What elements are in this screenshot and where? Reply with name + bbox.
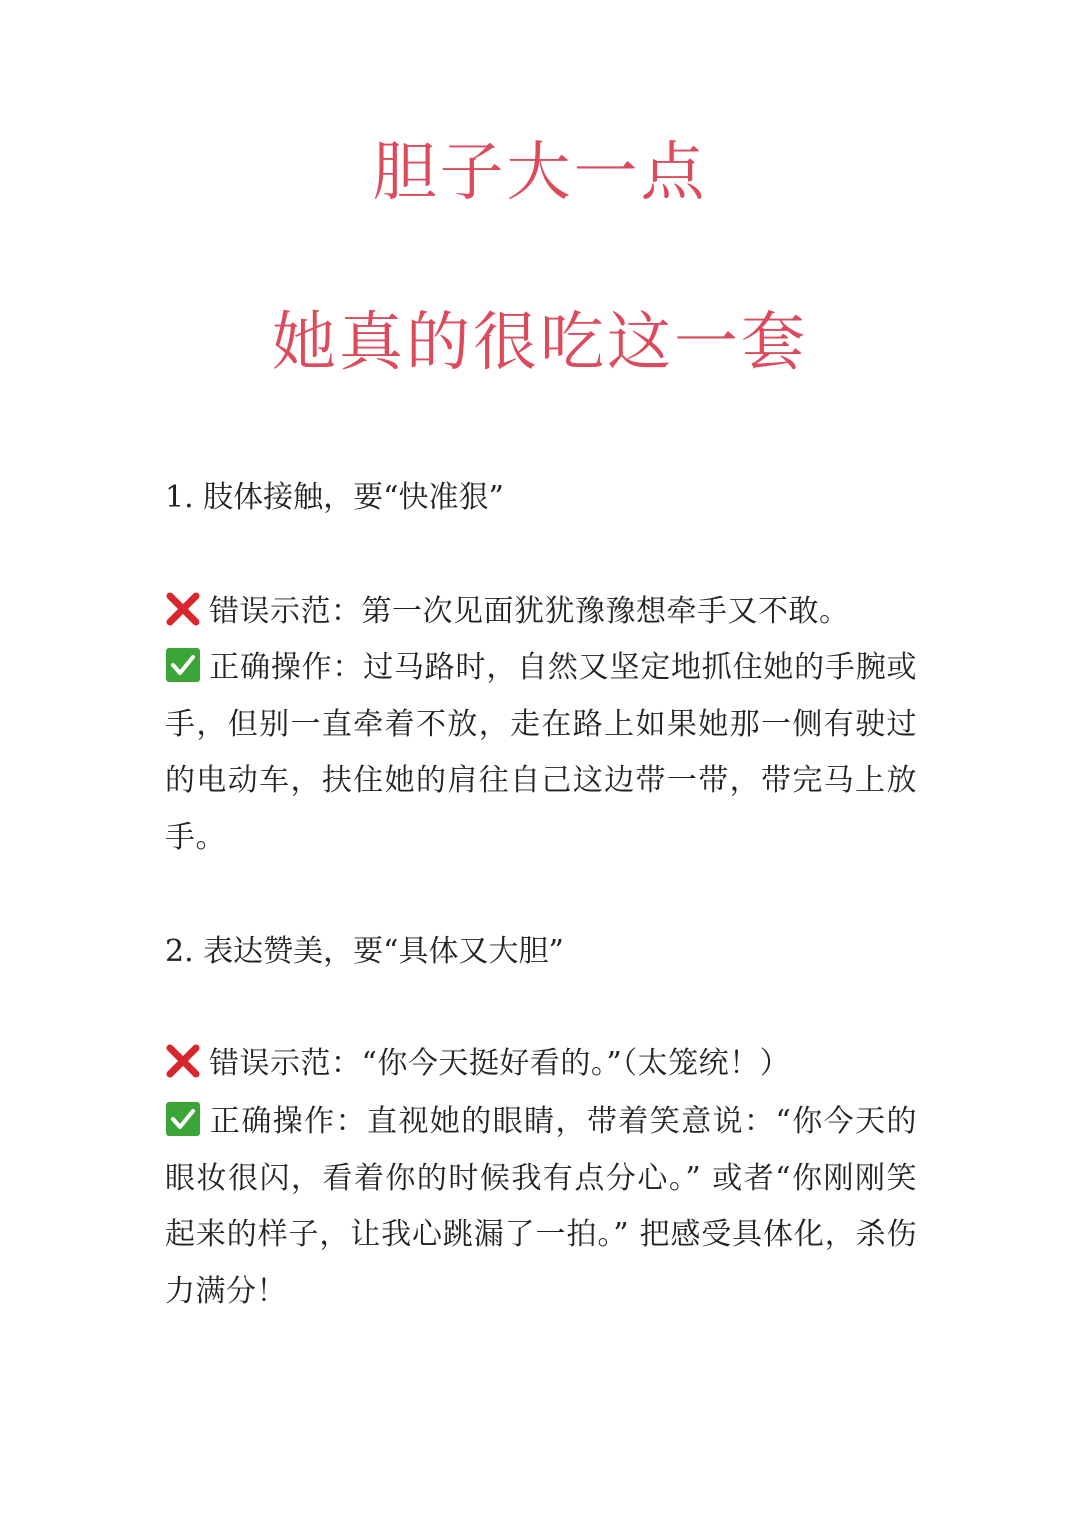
section-1-heading: 1. 肢体接触，要“快准狠”: [165, 480, 504, 515]
cross-mark-icon: [165, 591, 201, 627]
section-2-right-example: [165, 1094, 917, 1320]
check-mark-icon: [165, 647, 201, 683]
section-2-wrong-example: [165, 1036, 917, 1093]
section-1-right-text: 正确操作：过马路时，自然又坚定地抓住她的手腕或手，但别一直牵着不放，走在路上如果她那一侧有驶过的电动车，扶住她的肩往自己这边带一带，带完马上放手。: [165, 650, 917, 855]
section-2-heading: 2. 表达赞美，要“具体又大胆”: [165, 934, 564, 969]
cross-mark-icon: [165, 1043, 201, 1079]
section-2-right-text: 正确操作：直视她的眼睛，带着笑意说：“你今天的眼妆很闪，看着你的时候我有点分心。” 或者“你刚刚笑起来的样子，让我心跳漏了一拍。” 把感受具体化，杀伤力满分！: [165, 1104, 917, 1309]
section-2-wrong-text: 错误示范：“你今天挺好看的。”（太笼统！）: [209, 1046, 791, 1081]
section-1-right-example: [165, 640, 917, 866]
title-line-1: 胆子大一点: [372, 136, 708, 210]
title-line-2: 她真的很吃这一套: [272, 306, 808, 380]
check-mark-icon: [165, 1101, 201, 1137]
section-1-wrong-text: 错误示范：第一次见面犹犹豫豫想牵手又不敢。: [209, 594, 850, 629]
section-1-wrong-example: [165, 584, 917, 641]
